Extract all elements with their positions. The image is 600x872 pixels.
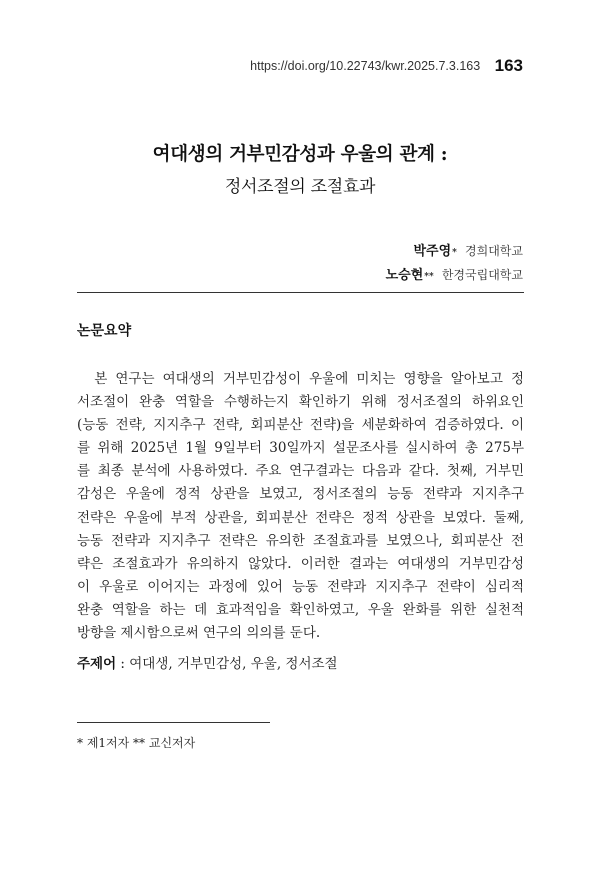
abstract-line: (능동 전략, 지지추구 전략, 회피분산 전략)을 세분화하여 검증하였다. 이 bbox=[77, 417, 524, 434]
paper-subtitle: 정서조절의 조절효과 bbox=[224, 177, 376, 197]
header-divider bbox=[77, 292, 524, 293]
author-1 bbox=[386, 240, 523, 264]
abstract-line: 능동 전략과 지지추구 전략은 유의한 조절효과를 보였으나, 회피분산 전 bbox=[77, 532, 524, 549]
keywords-label: 주제어 bbox=[77, 656, 117, 672]
author-list bbox=[386, 240, 523, 288]
author-mark: * bbox=[452, 248, 457, 258]
author-affiliation: 경희대학교 bbox=[465, 244, 523, 258]
footnote-divider bbox=[77, 722, 270, 723]
abstract-line: 서조절이 완충 역할을 수행하는지 확인하기 위해 정서조절의 하위요인 bbox=[77, 394, 524, 411]
keywords-text: 여대생, 거부민감성, 우울, 정서조절 bbox=[129, 656, 338, 672]
paper-title: 여대생의 거부민감성과 우울의 관계 : bbox=[152, 144, 448, 165]
author-2 bbox=[386, 264, 523, 288]
page-number: 163 bbox=[494, 56, 523, 75]
page-header bbox=[0, 56, 523, 76]
abstract-body bbox=[77, 368, 524, 645]
author-affiliation: 한경국립대학교 bbox=[441, 268, 523, 282]
title-block bbox=[0, 140, 600, 197]
author-name: 박주영 bbox=[413, 244, 452, 259]
abstract-line: 략은 조절효과가 유의하지 않았다. 이러한 결과는 여대생의 거부민감성 bbox=[77, 555, 524, 572]
author-name: 노승현 bbox=[385, 268, 424, 283]
doi-link[interactable]: https://doi.org/10.22743/kwr.2025.7.3.163 bbox=[250, 59, 481, 73]
abstract-line: 를 최종 분석에 사용하였다. 주요 연구결과는 다음과 같다. 첫째, 거부민 bbox=[77, 463, 524, 480]
abstract-line: 를 위해 2025년 1월 9일부터 30일까지 설문조사를 실시하여 총 275부 bbox=[77, 440, 524, 457]
abstract-heading: 논문요약 bbox=[77, 323, 132, 339]
abstract-line: 전략은 우울에 부적 상관을, 회피분산 전략은 정적 상관을 보였다. 둘째, bbox=[77, 509, 524, 526]
author-mark: ** bbox=[424, 272, 434, 282]
abstract-line: 감성은 우울에 정적 상관을 보였고, 정서조절의 능동 전략과 지지추구 bbox=[77, 486, 524, 503]
keywords bbox=[77, 652, 524, 672]
abstract-line: 본 연구는 여대생의 거부민감성이 우울에 미치는 영향을 알아보고 정 bbox=[77, 371, 524, 387]
abstract-line: 이 우울로 이어지는 과정에 있어 능동 전략과 지지추구 전략이 심리적 bbox=[77, 578, 524, 595]
abstract-line: 방향을 제시함으로써 연구의 의의를 둔다. bbox=[77, 625, 321, 642]
footnote: * 제1저자 ** 교신저자 bbox=[77, 736, 196, 750]
keywords-separator: : bbox=[116, 656, 130, 672]
abstract-line: 완충 역할을 하는 데 효과적임을 확인하였고, 우울 완화를 위한 실천적 bbox=[77, 601, 524, 618]
